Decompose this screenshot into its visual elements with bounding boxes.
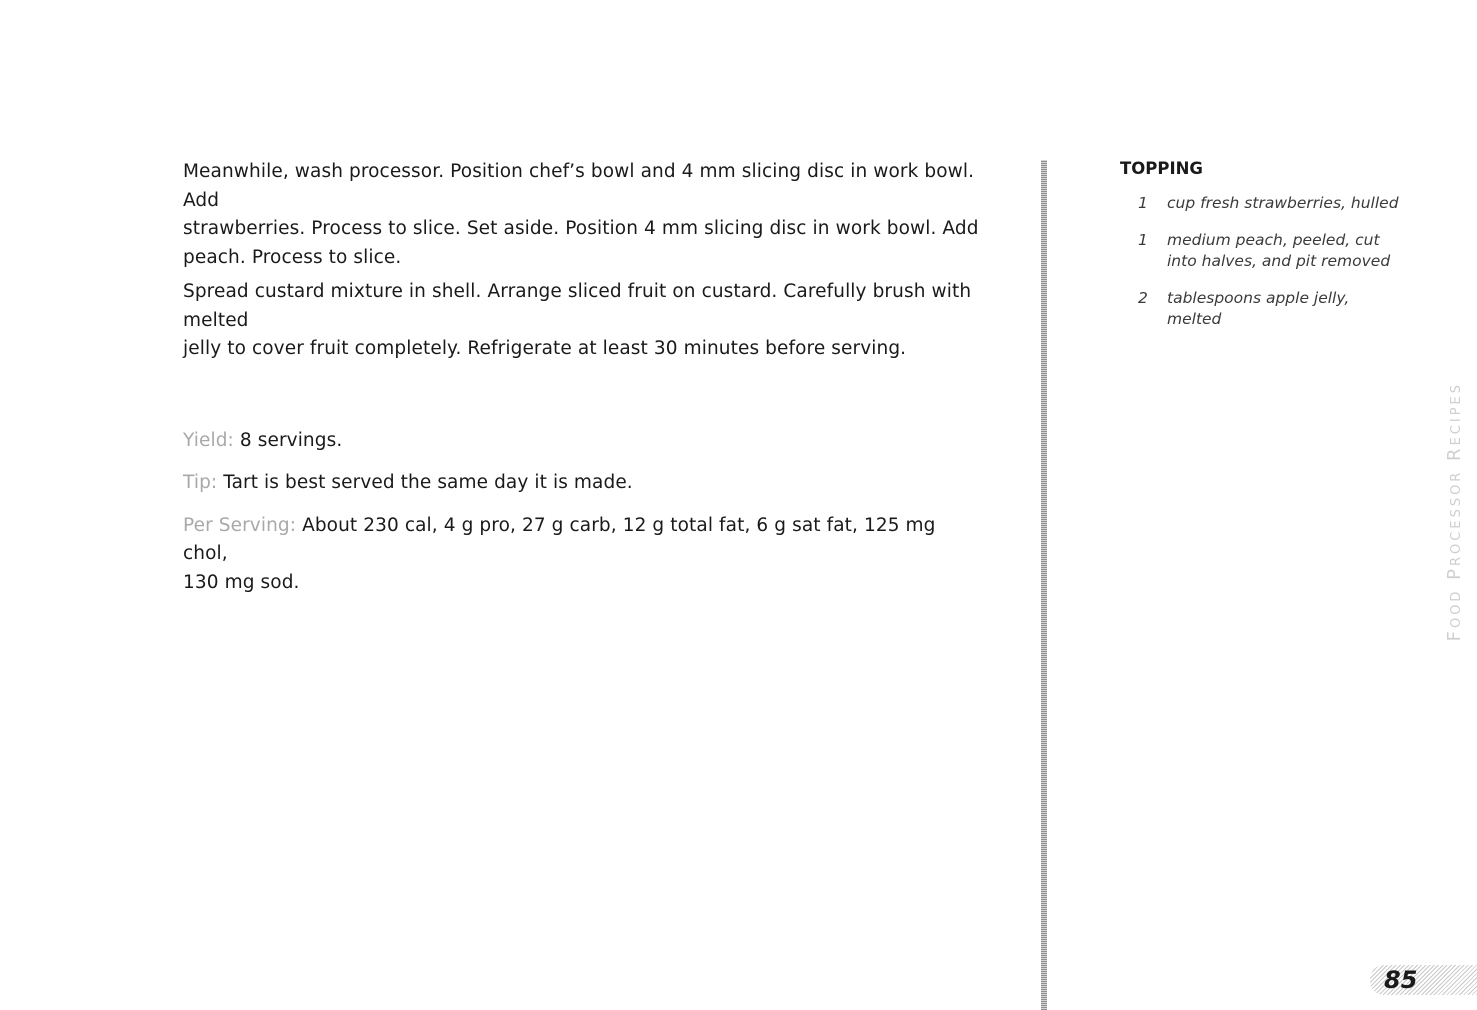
tip-label: Tip:: [183, 472, 218, 493]
topping-sidebar: [1120, 159, 1420, 346]
ingredient-qty: 1: [1138, 194, 1148, 212]
ingredient-text: medium peach, peeled, cut into halves, and pit removed: [1167, 231, 1391, 270]
ingredient-item: [1120, 288, 1420, 330]
yield-label: Yield:: [183, 429, 234, 451]
section-side-tab: Food Processor Recipes: [1444, 382, 1465, 642]
nutrition-note: [183, 512, 983, 598]
nutrition-label: Per Serving:: [183, 514, 297, 536]
ingredient-qty: 2: [1138, 289, 1148, 307]
topping-title: TOPPING: [1120, 159, 1203, 178]
ingredient-qty: 1: [1138, 231, 1148, 249]
page-number-tab: [1370, 965, 1477, 995]
spacer: [183, 370, 983, 427]
nutrition-value: About 230 cal, 4 g pro, 27 g carb, 12 g total fat, 6 g sat fat, 125 mg chol,: [183, 514, 936, 564]
nutrition-value-cont: 130 mg sod.: [183, 571, 300, 593]
tip-value: Tart is best served the same day it is made.: [217, 472, 633, 493]
instruction-paragraph-1: Meanwhile, wash processor. Position chef’s bowl and 4 mm slicing disc in work bowl. Add strawberries. Process to slice. Set aside. Position 4 mm slicing disc in work bowl. Add peach. Process to slice.: [183, 161, 979, 268]
column-divider: [1041, 160, 1047, 1010]
page-number: 85: [1384, 966, 1418, 994]
ingredient-text: tablespoons apple jelly, melted: [1167, 289, 1350, 328]
ingredient-item: [1120, 193, 1420, 214]
instructions-column: [183, 158, 983, 603]
yield-note: [183, 427, 983, 456]
tip-note: [183, 469, 983, 498]
ingredient-text: cup fresh strawberries, hulled: [1167, 194, 1399, 212]
ingredient-item: [1120, 230, 1420, 272]
instruction-paragraph-2: Spread custard mixture in shell. Arrange sliced fruit on custard. Carefully brush with melted jelly to cover fruit completely. Refrigerate at least 30 minutes before serving.: [183, 281, 972, 359]
yield-value: 8 servings.: [233, 429, 343, 451]
